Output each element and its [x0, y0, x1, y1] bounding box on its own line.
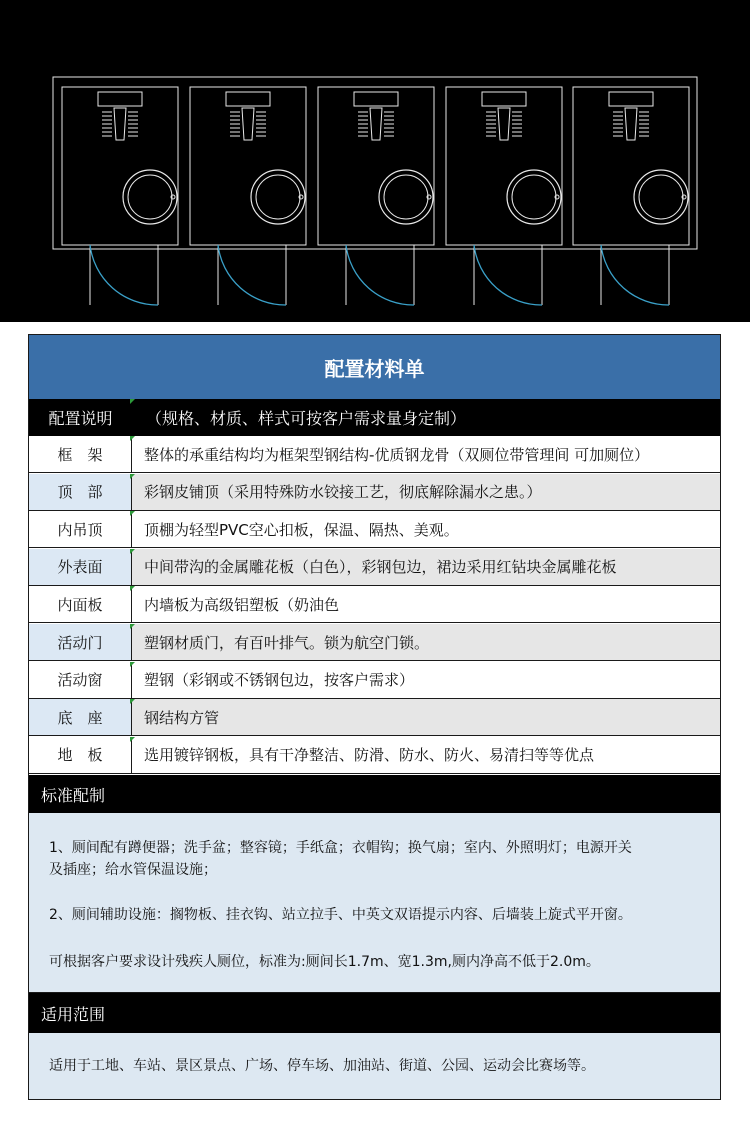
table-row — [29, 549, 720, 586]
door-swing-arc — [218, 245, 286, 305]
standard-line-1b: 及插座；给水管保温设施； — [49, 862, 217, 878]
tank-icon — [482, 92, 526, 106]
tank-icon — [354, 92, 398, 106]
cell-marker — [130, 662, 135, 667]
basin-inner-icon — [128, 175, 172, 219]
cell-marker — [130, 624, 135, 629]
standard-line-1a: 1、厕间配有蹲便器；洗手盆；整容镜；手纸盒；衣帽钩；换气扇；室内、外照明灯；电源开关 — [49, 840, 632, 856]
config-header-label: 配置说明 — [48, 409, 113, 428]
wash-basin-icon — [507, 170, 561, 224]
scope-panel — [29, 1033, 720, 1099]
table-row — [29, 436, 720, 473]
standard-panel — [29, 813, 720, 993]
cell-marker — [130, 399, 135, 404]
config-header — [29, 399, 720, 436]
wash-basin-icon — [251, 170, 305, 224]
tank-icon — [98, 92, 142, 106]
basin-inner-icon — [512, 175, 556, 219]
standard-heading: 标准配制 — [41, 785, 106, 805]
door-swing-arc — [474, 245, 542, 305]
row-value: 顶棚为轻型PVC空心扣板，保温、隔热、美观。 — [144, 520, 459, 539]
row-label: 顶 部 — [29, 474, 132, 510]
row-label: 内吊顶 — [29, 511, 132, 547]
squat-toilet-icon — [114, 108, 126, 140]
row-label: 活动窗 — [29, 662, 132, 698]
row-label: 活动门 — [29, 624, 132, 660]
squat-toilet-icon — [242, 108, 254, 140]
row-label: 外表面 — [29, 549, 132, 585]
scope-text: 适用于工地、车站、景区景点、广场、停车场、加油站、街道、公园、运动会比赛场等。 — [49, 1058, 595, 1074]
row-value: 彩钢皮铺顶（采用特殊防水铰接工艺，彻底解除漏水之患。） — [132, 474, 720, 510]
door-swing-arc — [346, 245, 414, 305]
cell-marker — [130, 586, 135, 591]
table-row — [29, 586, 720, 623]
basin-inner-icon — [639, 175, 683, 219]
toilet-cabin-plan — [0, 0, 750, 322]
row-label: 内面板 — [29, 586, 132, 622]
squat-toilet-icon — [370, 108, 382, 140]
cell-marker — [130, 474, 135, 479]
tank-icon — [609, 92, 653, 106]
cell-marker — [130, 511, 135, 516]
floor-plan-drawing — [0, 0, 750, 322]
door-swing-arc — [601, 245, 669, 305]
basin-inner-icon — [256, 175, 300, 219]
table-row — [29, 624, 720, 661]
squat-toilet-icon — [625, 108, 637, 140]
scope-heading: 适用范围 — [41, 1004, 106, 1024]
table-row — [29, 662, 720, 699]
cell-marker — [130, 436, 135, 441]
cell-marker — [130, 737, 135, 742]
page-title: 配置材料单 — [29, 335, 720, 399]
cell-marker — [130, 549, 135, 554]
tank-icon — [226, 92, 270, 106]
cell-marker — [130, 699, 135, 704]
standard-line-3: 可根据客户要求设计残疾人厕位，标准为:厕间长1.7m、宽1.3m,厕内净高不低于2.0m。 — [49, 954, 600, 970]
row-value: 钢结构方管 — [132, 699, 720, 735]
table-row — [29, 699, 720, 736]
table-row — [29, 737, 720, 774]
row-value: 中间带沟的金属雕花板（白色），彩钢包边，裙边采用红钻块金属雕花板 — [132, 549, 720, 585]
row-value: 内墙板为高级铝塑板（奶油色 — [144, 595, 340, 614]
wash-basin-icon — [634, 170, 688, 224]
row-value: 塑钢（彩钢或不锈钢包边，按客户需求） — [144, 671, 415, 690]
table-row — [29, 474, 720, 511]
squat-toilet-icon — [498, 108, 510, 140]
scope-header — [29, 993, 720, 1033]
door-swing-arc — [90, 245, 158, 305]
wash-basin-icon — [123, 170, 177, 224]
row-value: 选用镀锌钢板，具有干净整洁、防滑、防水、防火、易清扫等等优点 — [144, 746, 595, 765]
row-label: 底 座 — [29, 699, 132, 735]
row-value: 塑钢材质门，有百叶排气。锁为航空门锁。 — [132, 624, 720, 660]
outer-wall — [53, 77, 697, 249]
config-header-note: （规格、材质、样式可按客户需求量身定制） — [146, 409, 467, 428]
standard-line-2: 2、厕间辅助设施：搁物板、挂衣钩、站立拉手、中英文双语提示内容、后墙装上旋式平开窗。 — [49, 907, 632, 923]
row-value: 整体的承重结构均为框架型钢结构-优质钢龙骨（双厕位带管理间 可加厕位） — [144, 445, 650, 464]
table-row — [29, 511, 720, 548]
material-list-sheet — [28, 334, 721, 1100]
row-label: 地 板 — [29, 737, 132, 773]
basin-inner-icon — [384, 175, 428, 219]
wash-basin-icon — [379, 170, 433, 224]
standard-header — [29, 775, 720, 813]
row-label: 框 架 — [29, 436, 132, 472]
